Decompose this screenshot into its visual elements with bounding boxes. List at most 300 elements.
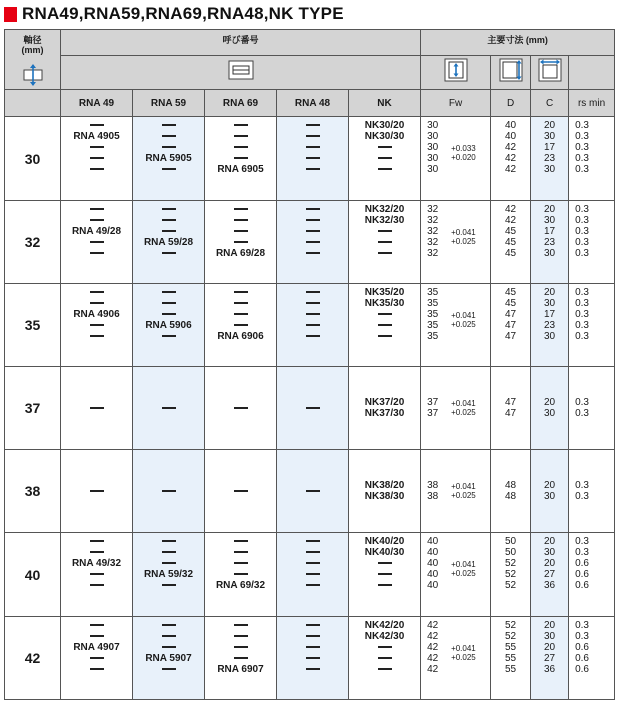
dash-mark [162,624,176,626]
c-value: 36 [544,580,556,591]
c-value: 20 [544,480,556,491]
dash-mark [378,168,392,170]
rna48-value [277,164,348,175]
d-value: 45 [505,237,517,248]
dash-mark [90,490,104,492]
rs-value: 0.3 [575,397,589,408]
rna69-value [205,120,276,131]
rs-value: 0.3 [575,204,589,215]
dash-mark [234,241,248,243]
rna48-value [277,486,348,497]
rs-value: 0.6 [575,653,589,664]
fw-value: 42 [427,653,439,664]
c-value: 23 [544,153,556,164]
d-cell [491,117,531,201]
designation-cell-rna59 [133,533,205,617]
shaft-diameter-cell: 37 [5,367,61,450]
dash-mark [162,124,176,126]
rna49-value [61,331,132,342]
dash-mark [90,146,104,148]
rna49-value [61,620,132,631]
nk-value [349,309,420,320]
c-value: 20 [544,558,556,569]
dash-mark [162,584,176,586]
c-value: 20 [544,620,556,631]
d-value: 42 [505,204,517,215]
dash-mark [90,219,104,221]
dash-mark [306,135,320,137]
dash-mark [234,157,248,159]
dash-mark [306,241,320,243]
rna49-value: RNA 4905 [73,131,120,142]
fw-value: 32 [427,215,439,226]
fw-value: 30 [427,142,439,153]
dimensions-header [421,30,615,56]
fw-value: 32 [427,237,439,248]
nk-value: NK37/30 [364,408,405,419]
dash-mark [234,573,248,575]
dash-mark [306,668,320,670]
fw-cell [421,367,491,450]
designation-cell-rna69 [205,117,277,201]
table-row [5,367,615,450]
header-row-icons [5,56,615,90]
rs-cell [569,617,615,700]
rna69-value [205,153,276,164]
c-value: 30 [544,491,556,502]
designation-cell-nk [349,117,421,201]
rna49-value [61,120,132,131]
dash-mark [234,657,248,659]
dash-mark [306,146,320,148]
rna49-value [61,403,132,414]
nk-value [349,664,420,675]
designation-cell-rna69 [205,617,277,700]
designation-cell-nk [349,450,421,533]
d-value: 52 [505,620,517,631]
rna69-value [205,204,276,215]
d-value: 50 [505,547,517,558]
bearing-side-icon [228,67,254,84]
rs-cell [569,367,615,450]
dash-mark [306,635,320,637]
dash-mark [162,646,176,648]
rna48-value [277,664,348,675]
designation-cell-rna69 [205,367,277,450]
shaft-header [5,30,61,90]
rna48-value [277,580,348,591]
dash-mark [90,124,104,126]
tolerance-upper: +0.033 [451,144,476,153]
fw-value: 32 [427,248,439,259]
designation-cell-rna49 [61,617,133,700]
title-marker [4,7,17,22]
fw-value: 35 [427,320,439,331]
rna48-value [277,248,348,259]
rna69-value: RNA 69/32 [215,580,266,591]
nk-value: NK32/20 [364,204,405,215]
rs-value: 0.6 [575,558,589,569]
rna59-value [133,631,204,642]
rna48-value [277,331,348,342]
rs-cell [569,201,615,284]
rna48-value [277,298,348,309]
designation-cell-nk [349,201,421,284]
rna48-value [277,204,348,215]
tolerance-lower: +0.025 [451,408,476,417]
designation-cell-nk [349,284,421,367]
designation-cell-rna49 [61,533,133,617]
rs-value: 0.6 [575,569,589,580]
designation-cell-rna49 [61,284,133,367]
designation-header [61,30,421,56]
rs-value: 0.6 [575,664,589,675]
dash-mark [234,146,248,148]
rs-value: 0.3 [575,248,589,259]
nk-value: NK42/20 [364,620,405,631]
nk-value [349,558,420,569]
c-value: 17 [544,142,556,153]
d-cell [491,617,531,700]
dash-mark [378,335,392,337]
dash-mark [162,635,176,637]
d-value: 42 [505,142,517,153]
rs-value: 0.3 [575,480,589,491]
tolerance-lower: +0.020 [451,153,476,162]
fw-tolerance [451,560,476,578]
c-value: 30 [544,331,556,342]
dash-mark [378,157,392,159]
c-cell [531,117,569,201]
rs-value: 0.6 [575,580,589,591]
c-value: 23 [544,237,556,248]
rna49-value [61,631,132,642]
fw-value: 42 [427,631,439,642]
designation-cell-rna49 [61,367,133,450]
nk-value: NK30/20 [364,120,405,131]
rna49-value [61,664,132,675]
dash-mark [162,252,176,254]
rs-value: 0.3 [575,491,589,502]
designation-cell-rna59 [133,450,205,533]
fw-value: 38 [427,480,439,491]
rna59-value [133,298,204,309]
dash-mark [306,324,320,326]
shaft-diameter-cell: 42 [5,617,61,700]
rna49-value [61,569,132,580]
c-value: 20 [544,120,556,131]
rna59-value [133,536,204,547]
nk-value: NK40/20 [364,536,405,547]
rna48-value [277,558,348,569]
rna59-value [133,620,204,631]
dash-mark [378,324,392,326]
tolerance-upper: +0.041 [451,482,476,491]
d-value: 52 [505,558,517,569]
dash-mark [378,646,392,648]
fw-value: 40 [427,558,439,569]
rs-value: 0.3 [575,320,589,331]
rna59-value [133,142,204,153]
rs-cell [569,117,615,201]
dash-mark [378,146,392,148]
fw-value: 40 [427,547,439,558]
c-value: 20 [544,536,556,547]
col-rs-min: rs min [569,90,615,117]
dash-mark [234,135,248,137]
rna49-value [61,215,132,226]
dash-mark [378,584,392,586]
fw-value: 35 [427,331,439,342]
rna48-value [277,631,348,642]
designation-cell-rna69 [205,450,277,533]
dash-mark [234,624,248,626]
header-row-top [5,30,615,56]
dash-mark [306,573,320,575]
designation-cell-rna59 [133,201,205,284]
rs-value: 0.3 [575,120,589,131]
dash-mark [234,313,248,315]
fw-tolerance [451,228,476,246]
tolerance-upper: +0.041 [451,399,476,408]
dash-mark [162,135,176,137]
c-cell [531,367,569,450]
d-value: 48 [505,480,517,491]
rna69-value [205,631,276,642]
c-value: 17 [544,226,556,237]
rna49-value: RNA 49/28 [71,226,122,237]
rna48-value [277,237,348,248]
dash-mark [306,219,320,221]
dash-mark [90,291,104,293]
c-cell [531,450,569,533]
nk-value [349,164,420,175]
rna69-value: RNA 6906 [217,331,264,342]
rna59-value [133,580,204,591]
dash-mark [378,241,392,243]
dash-mark [234,230,248,232]
rna69-value: RNA 69/28 [215,248,266,259]
rna49-value [61,536,132,547]
designation-cell-rna48 [277,117,349,201]
rna59-value [133,131,204,142]
dash-mark [306,646,320,648]
spec-table [4,29,615,700]
rna69-value [205,569,276,580]
rna69-value [205,226,276,237]
rna48-value [277,536,348,547]
nk-value: NK42/30 [364,631,405,642]
nk-value [349,320,420,331]
fw-value: 42 [427,664,439,675]
dash-mark [90,208,104,210]
d-value: 45 [505,248,517,259]
fw-value: 32 [427,204,439,215]
tolerance-lower: +0.025 [451,320,476,329]
designation-cell-rna48 [277,450,349,533]
dash-mark [162,219,176,221]
designation-header-label: 呼び番号 [222,35,259,45]
nk-value [349,153,420,164]
rna48-value [277,226,348,237]
dash-mark [378,573,392,575]
dash-mark [378,252,392,254]
nk-value [349,653,420,664]
dash-mark [90,407,104,409]
fw-tolerance [451,482,476,500]
rna49-value [61,320,132,331]
designation-cell-rna59 [133,284,205,367]
rna69-value [205,320,276,331]
nk-value [349,142,420,153]
col-fw: Fw [421,90,491,117]
rna59-value [133,642,204,653]
dash-mark [306,540,320,542]
dash-mark [234,540,248,542]
dash-mark [90,668,104,670]
shaft-diameter-cell: 38 [5,450,61,533]
dash-mark [306,657,320,659]
dash-mark [306,302,320,304]
rna59-value: RNA 59/32 [143,569,194,580]
shaft-diameter-cell: 40 [5,533,61,617]
rna69-value [205,309,276,320]
dash-mark [162,168,176,170]
c-value: 36 [544,664,556,675]
rna48-value [277,547,348,558]
rna69-value [205,131,276,142]
nk-value: NK37/20 [364,397,405,408]
c-value: 30 [544,215,556,226]
tolerance-upper: +0.041 [451,311,476,320]
fw-value: 40 [427,580,439,591]
dash-mark [234,407,248,409]
col-nk: NK [349,90,421,117]
fw-value: 30 [427,164,439,175]
dash-mark [306,551,320,553]
dash-mark [306,562,320,564]
c-value: 30 [544,298,556,309]
c-value: 20 [544,642,556,653]
dash-mark [162,230,176,232]
dash-mark [90,573,104,575]
dash-mark [162,668,176,670]
rna59-value: RNA 5907 [145,653,192,664]
rna59-value [133,486,204,497]
d-value: 45 [505,298,517,309]
c-cell [531,284,569,367]
fw-cell [421,617,491,700]
fw-cell [421,284,491,367]
rna69-value [205,215,276,226]
rna48-value [277,642,348,653]
rs-value: 0.3 [575,309,589,320]
c-value: 30 [544,131,556,142]
fw-value: 40 [427,569,439,580]
rna59-value [133,558,204,569]
rna49-value [61,298,132,309]
nk-value [349,569,420,580]
rs-value: 0.3 [575,536,589,547]
rs-value: 0.3 [575,237,589,248]
rs-value: 0.3 [575,215,589,226]
d-value: 50 [505,536,517,547]
fw-tolerance [451,144,476,162]
dash-mark [234,551,248,553]
fw-tolerance [451,311,476,329]
tolerance-lower: +0.025 [451,491,476,500]
nk-value [349,331,420,342]
d-value: 55 [505,664,517,675]
dash-mark [90,157,104,159]
dash-mark [90,657,104,659]
designation-cell-rna48 [277,284,349,367]
rs-value: 0.3 [575,226,589,237]
rna48-value [277,215,348,226]
designation-cell-rna48 [277,533,349,617]
d-value: 47 [505,320,517,331]
rna48-value [277,120,348,131]
fw-value: 42 [427,642,439,653]
fw-tolerance [451,399,476,417]
page-title: RNA49,RNA59,RNA69,RNA48,NK TYPE [22,4,344,23]
fw-value: 38 [427,491,439,502]
d-value: 40 [505,131,517,142]
nk-value: NK35/30 [364,298,405,309]
dash-mark [90,551,104,553]
c-value: 27 [544,569,556,580]
d-cell [491,367,531,450]
rna69-value [205,486,276,497]
rna59-value: RNA 5906 [145,320,192,331]
fw-value: 35 [427,287,439,298]
rna69-value [205,536,276,547]
rna49-value [61,486,132,497]
rs-cell [569,450,615,533]
table-row [5,450,615,533]
rna49-value [61,237,132,248]
designation-cell-rna48 [277,367,349,450]
nk-value: NK38/20 [364,480,405,491]
col-rna48: RNA 48 [277,90,349,117]
d-value: 48 [505,491,517,502]
designation-cell-rna48 [277,617,349,700]
c-value: 30 [544,408,556,419]
rs-value: 0.3 [575,547,589,558]
dash-mark [306,252,320,254]
dash-mark [378,230,392,232]
rna59-value: RNA 5905 [145,153,192,164]
rna69-value: RNA 6907 [217,664,264,675]
dash-mark [378,668,392,670]
d-value: 47 [505,331,517,342]
d-value: 55 [505,642,517,653]
rna48-value [277,131,348,142]
dash-mark [378,562,392,564]
rna59-value [133,215,204,226]
rna69-value [205,653,276,664]
rna49-value: RNA 4906 [73,309,120,320]
rna59-value [133,204,204,215]
dash-mark [90,168,104,170]
nk-value: NK32/30 [364,215,405,226]
dash-mark [162,407,176,409]
rna48-value [277,620,348,631]
rna49-value [61,653,132,664]
dash-mark [234,302,248,304]
dash-mark [90,252,104,254]
rna59-value [133,226,204,237]
